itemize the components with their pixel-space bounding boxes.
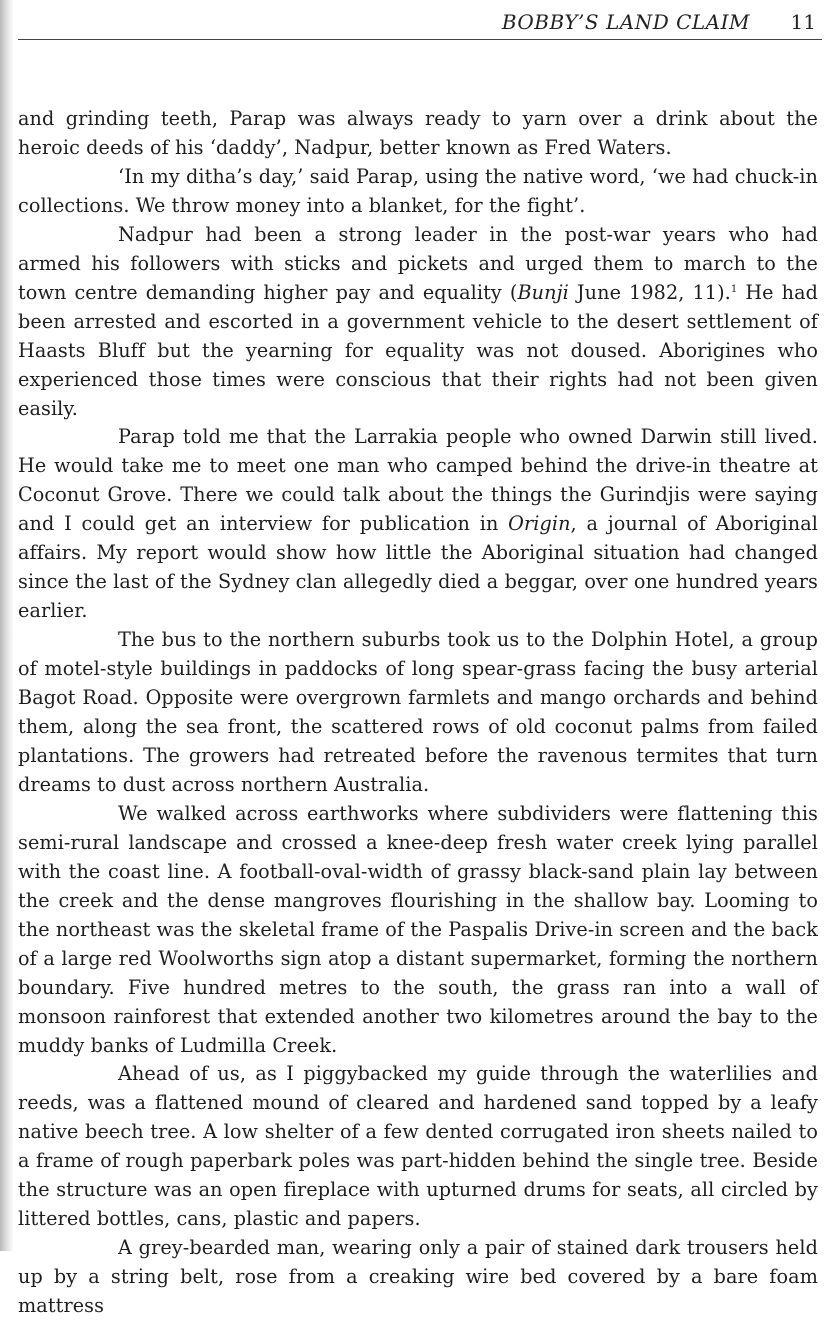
text-run: Parap told me that the Larrakia people who owned Darwin still lived. He would take me to meet one man who camped behind the drive-in theatre at Coconut Grove. There we could talk about the things the Gurindjis were saying and I could get an interview for publication in bbox=[18, 425, 818, 536]
scan-binding-shadow bbox=[0, 0, 14, 1251]
italic-title: Origin bbox=[508, 512, 571, 536]
text-run: Nadpur had been a strong leader in the post-war years who had armed his followers with sticks and pickets and urged them to march to the town centre demanding higher pay and equality ( bbox=[18, 222, 818, 304]
paragraph bbox=[18, 800, 818, 1061]
paragraph bbox=[18, 163, 818, 221]
page-number: 11 bbox=[790, 10, 816, 34]
paragraph bbox=[18, 626, 818, 800]
body-text bbox=[18, 105, 818, 1321]
text-run: June 1982, 11). bbox=[568, 280, 731, 304]
text-run: We walked across earthworks where subdividers were flattening this semi-rural landscape and crossed a knee-deep fresh water creek lying parallel with the coast line. A football-oval-width of grassy black-sand plain lay between the creek and the dense mangroves flourishing in the shallow bay. Looming to the northeast was the skeletal frame of the Paspalis Drive-in screen and the back of a large red Woolworths sign atop a distant supermarket, forming the northern boundary. Five hundred metres to the south, the grass ran into a wall of monsoon rainforest that extended another two kilometres around the bay to the muddy banks of Ludmilla Creek. bbox=[18, 801, 818, 1057]
text-run: The bus to the northern suburbs took us to the Dolphin Hotel, a group of motel-style buildings in paddocks of long spear-grass facing the busy arterial Bagot Road. Opposite were overgrown farmlets and mango orchards and behind them, along the sea front, the scattered rows of old coconut palms from failed plantations. The growers had retreated before the ravenous termites that turn dreams to dust across northern Australia. bbox=[18, 628, 818, 796]
text-run: , a journal of Aboriginal affairs. My report would show how little the Aboriginal situation had changed since the last of the Sydney clan allegedly died a beggar, over one hundred years earlier. bbox=[18, 512, 818, 623]
footnote-marker: 1 bbox=[730, 283, 738, 295]
running-title: BOBBY’S LAND CLAIM bbox=[501, 10, 750, 34]
paragraph bbox=[18, 105, 818, 163]
paragraph bbox=[18, 221, 818, 424]
paragraph bbox=[18, 423, 818, 626]
running-header bbox=[18, 10, 822, 40]
header-rule bbox=[18, 39, 822, 40]
text-run: Ahead of us, as I piggybacked my guide through the waterlilies and reeds, was a flattened mound of cleared and hardened sand topped by a leafy native beech tree. A low shelter of a few dented corrugated iron sheets nailed to a frame of rough paperbark poles was part-hidden behind the single tree. Beside the structure was an open fireplace with upturned drums for seats, all circled by littered bottles, cans, plastic and papers. bbox=[18, 1062, 818, 1231]
text-run: He had been arrested and escorted in a government vehicle to the desert settlement of Haasts Bluff but the yearning for equality was not doused. Aborigines who experienced those times were conscious that their rights had not been given easily. bbox=[18, 280, 818, 420]
text-run: ‘In my ditha’s day,’ said Parap, using the native word, ‘we had chuck-in collections. We throw money into a blanket, for the fight’. bbox=[18, 164, 818, 217]
text-run: and grinding teeth, Parap was always ready to yarn over a drink about the heroic deeds of his ‘daddy’, Nadpur, better known as Fred Waters. bbox=[18, 107, 818, 159]
paragraph bbox=[18, 1234, 818, 1321]
paragraph bbox=[18, 1060, 818, 1234]
text-run: A grey-bearded man, wearing only a pair of stained dark trousers held up by a string belt, rose from a creaking wire bed covered by a bare foam mattress bbox=[18, 1236, 818, 1318]
italic-title: Bunji bbox=[517, 280, 569, 304]
